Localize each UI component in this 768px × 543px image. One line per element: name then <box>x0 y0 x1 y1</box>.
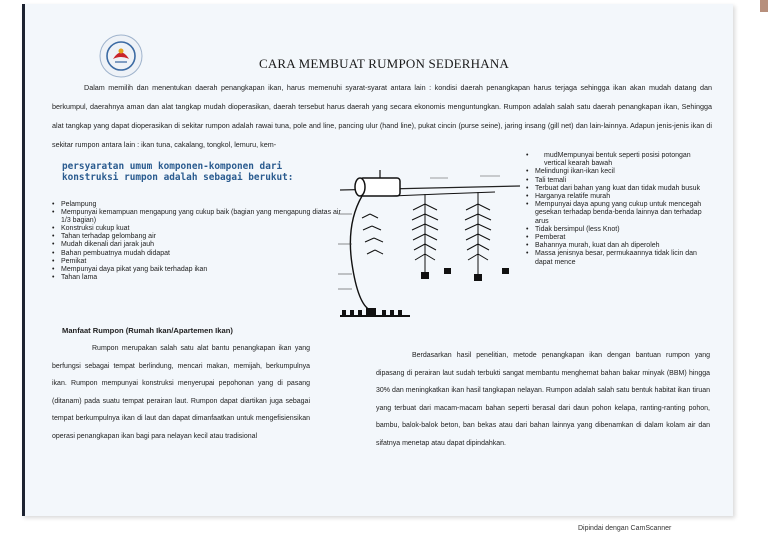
list-item: • Bahannya murah, kuat dan ah diperoleh <box>526 242 706 250</box>
rumpon-diagram <box>330 164 525 324</box>
list-item: • Harganya relatife murah <box>526 193 706 201</box>
intro-paragraph <box>52 78 712 154</box>
list-item: • Melindungi ikan-ikan kecil <box>526 168 706 176</box>
list-item: • Mudah dikenali dari jarak jauh <box>52 241 342 249</box>
list-item: • Mempunyai daya apung yang cukup untuk mencegah gesekan terhadap benda-benda lainnya dan terhadap arus <box>526 201 706 226</box>
list-item: • Pemberat <box>526 234 706 242</box>
list-item: • Mempunyai kemampuan mengapung yang cukup baik (bagian yang mengapung diatas air 1/3 bagian) <box>52 209 342 225</box>
list-item: • Bahan pembuatnya mudah didapat <box>52 250 342 258</box>
list-item: • Tali temali <box>526 177 706 185</box>
scanner-watermark: Dipindai dengan CamScanner <box>578 525 672 532</box>
research-text: Berdasarkan hasil penelitian, metode penangkapan ikan dengan bantuan rumpon yang dipasang di perairan laut sudah terbukti sangat membantu menghemat bahan bakar minyak (BBM) hingga 30% dan meningkatkan ikan hasil tangkapan nelayan. Rumpon adalah salah satu bentuk habitat ikan tiruan yang terbuat dari macam-macam bahan seperti berasal dari daun pohon kelapa, ranting-ranting pohon, bambu, balok-balok beton, ban bekas atau dari bahan lainnya yang dibenamkan di dalam kolam air dan sifatnya menetap atau dapat dipindahkan. <box>376 352 710 447</box>
document-title: CARA MEMBUAT RUMPON SEDERHANA <box>258 56 510 71</box>
manfaat-text: Rumpon merupakan salah satu alat bantu penangkapan ikan yang berfungsi sebagai tempat berlindung, mencari makan, memijah, berkumpulnya ikan. Rumpon mempunyai konstruksi menyerupai pepohonan yang di pasang (ditanam) pada suatu tempat perairan laut. Rumpon dapat diartikan juga sebagai tempat berkumpulnya ikan di laut dan dapat dimanfaatkan untuk mengefisiensikan operasi penangkapan ikan bagi para nelayan kecil atau tradisional <box>52 345 310 440</box>
list-item: • Tahan terhadap gelombang air <box>52 233 342 241</box>
requirements-heading: persyaratan umum komponen-komponen dari konstruksi rumpon adalah sebagai berukut: <box>62 161 294 183</box>
list-item: • Terbuat dari bahan yang kuat dan tidak mudah busuk <box>526 185 706 193</box>
list-item: • Tidak bersimpul (less Knot) <box>526 226 706 234</box>
list-item: • Pemikat <box>52 258 342 266</box>
research-paragraph <box>376 347 710 453</box>
features-list <box>526 152 706 267</box>
intro-text: Dalam memilih dan menentukan daerah penangkapan ikan, harus memenuhi syarat-syarat antara lain : kondisi daerah penangkapan harus terjaga sehingga ikan akan mudah datang dan berkumpul, daerahnya aman dan alat tangkap mudah dioperasikan, daerah tersebut harus daerah yang secara ekonomis menguntungkan. Rumpon adalah salah satu daerah penangkapan ikan, Sehingga alat tangkap yang dapat dioperasikan di sekitar rumpon adalah rawai tuna, pole and line, pancing ulur (hand line), pukat cincin (purse seine), jaring insang (gill net) dan lain-lainnya. Adapun jenis-jenis ikan di sekitar rumpon antara lain : ikan tuna, cakalang, tongkol, lemuru, kem- <box>52 83 712 149</box>
list-item: • Pelampung <box>52 201 342 209</box>
list-item: • Tahan lama <box>52 274 342 282</box>
list-item: • mudMempunyai bentuk seperti posisi potongan vertical kearah bawah <box>526 152 706 168</box>
list-item: • Massa jenisnya besar, permukaannya tidak licin dan dapat mence <box>526 250 706 266</box>
manfaat-paragraph <box>52 340 310 446</box>
page-corner <box>760 0 768 12</box>
list-item: • Mempunyai daya pikat yang baik terhadap ikan <box>52 266 342 274</box>
manfaat-heading: Manfaat Rumpon (Rumah Ikan/Apartemen Ikan) <box>62 326 233 335</box>
requirements-list <box>52 201 342 282</box>
list-item: • Konstruksi cukup kuat <box>52 225 342 233</box>
